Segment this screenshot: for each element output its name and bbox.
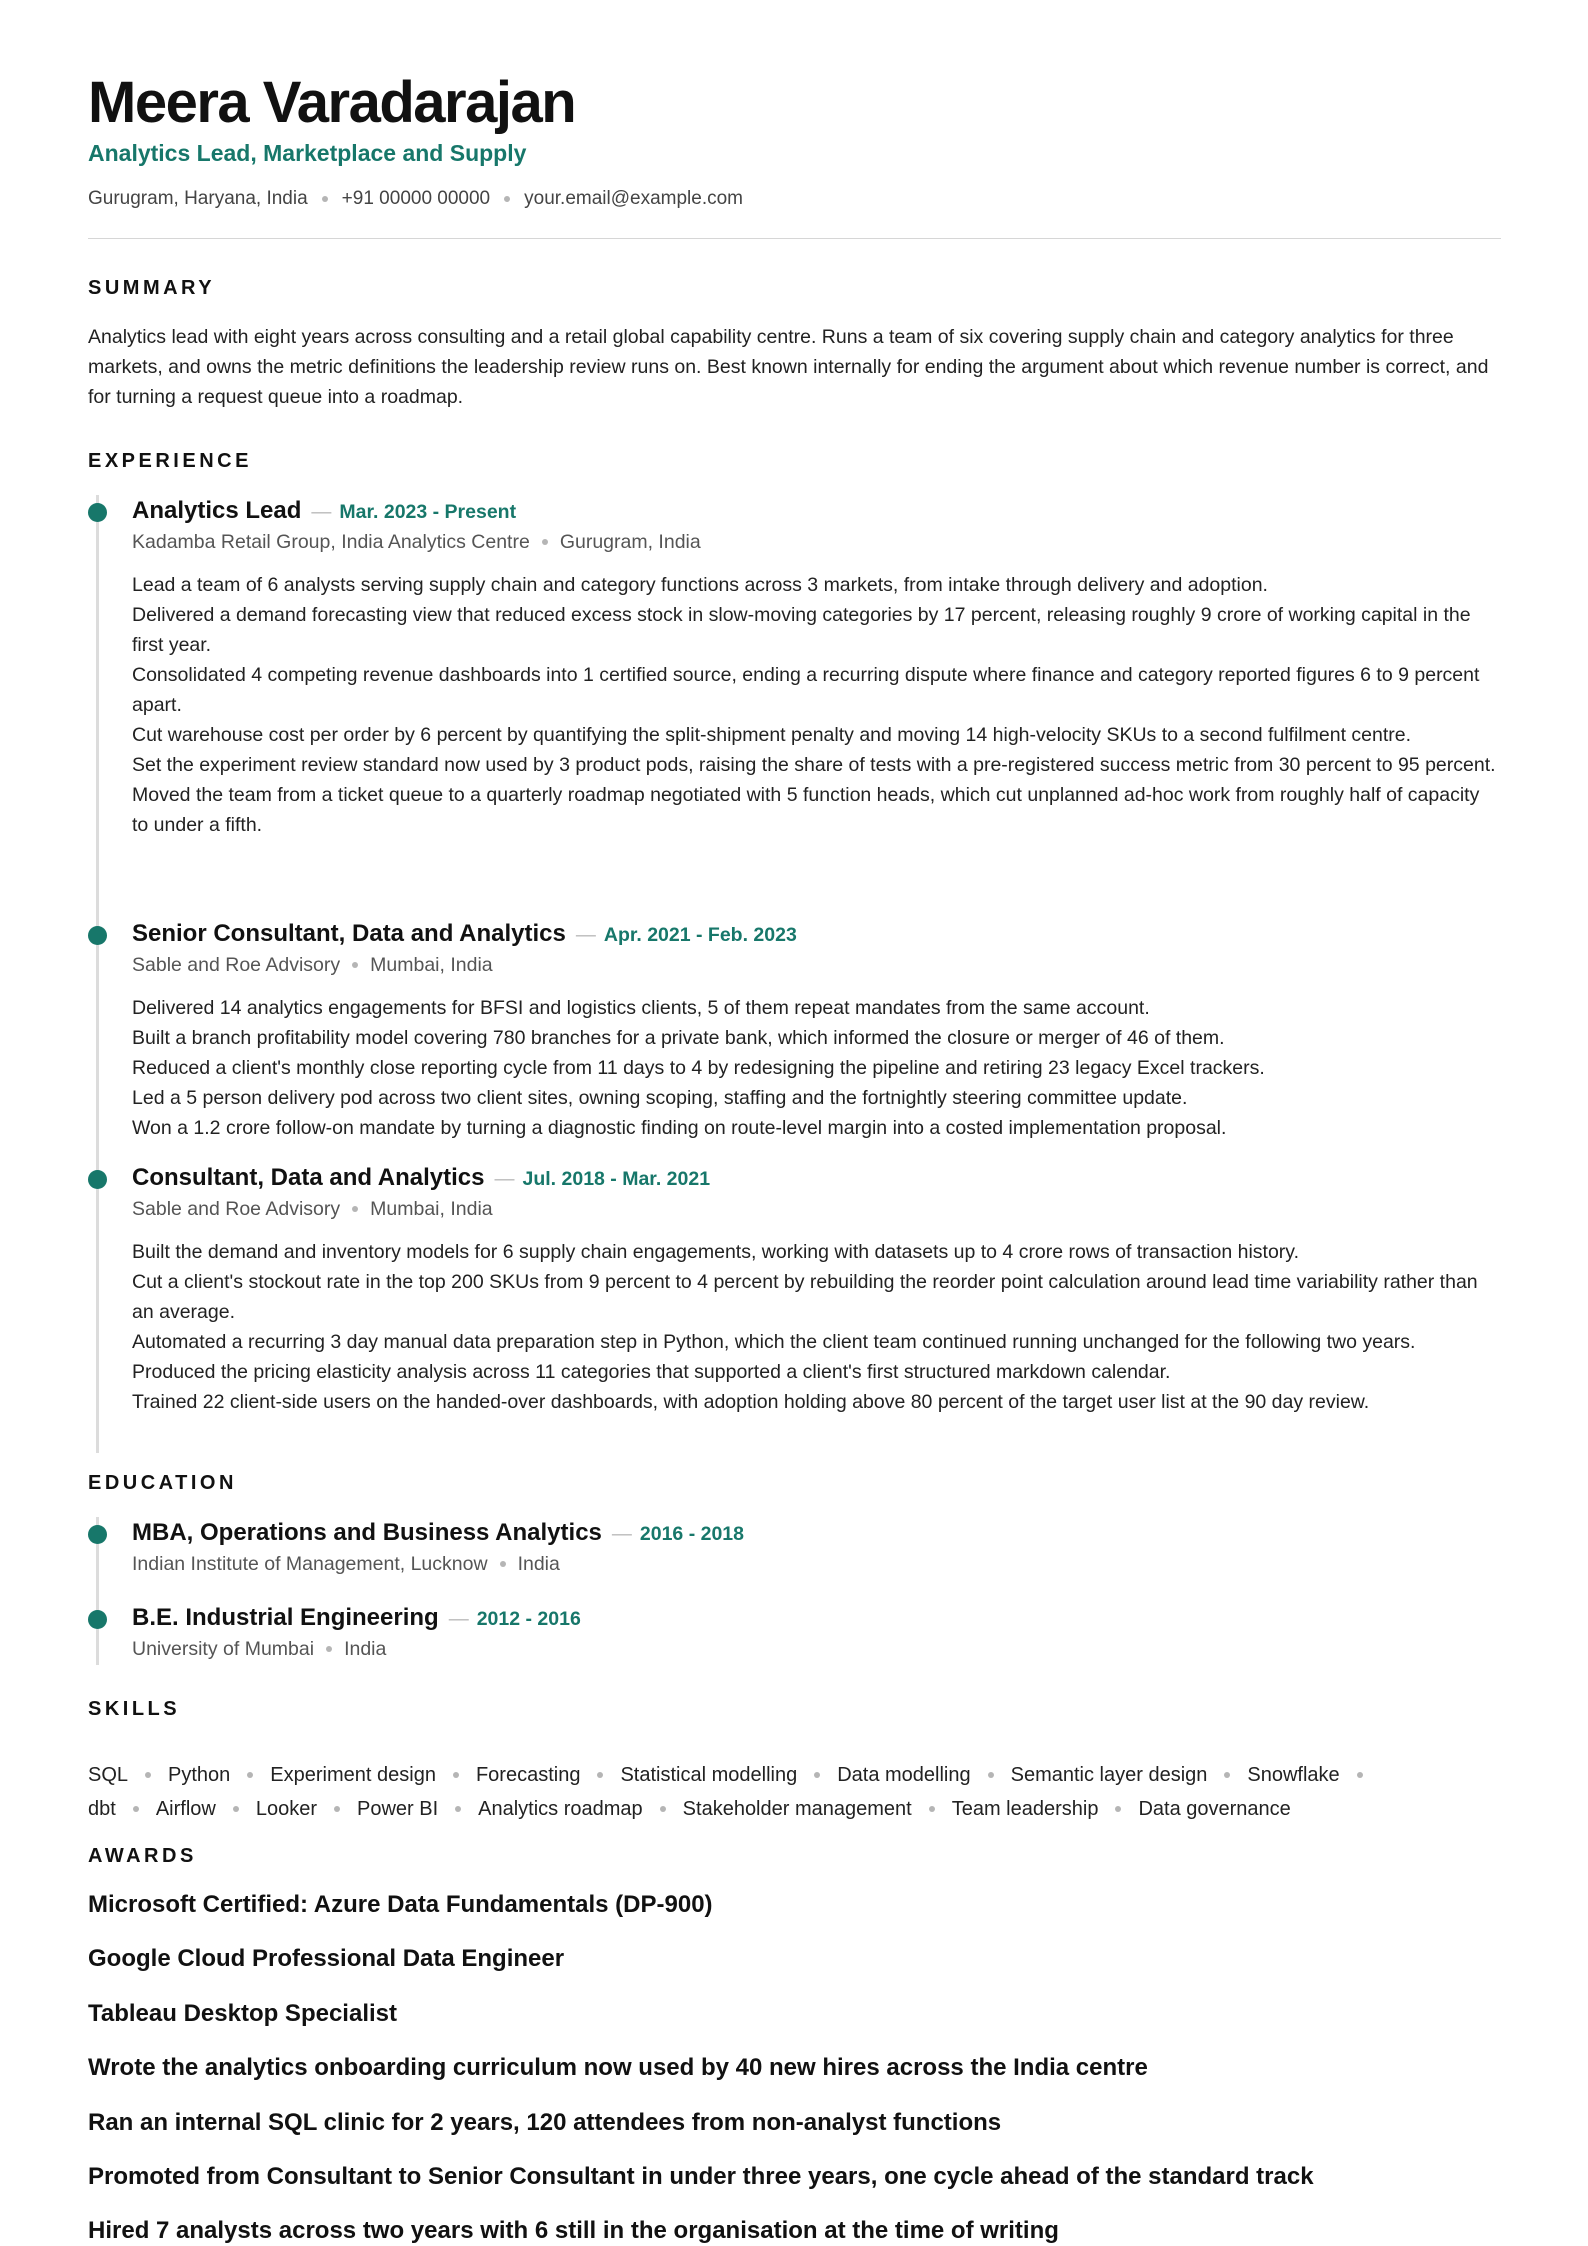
job-title: Consultant, Data and Analytics xyxy=(132,1164,485,1191)
skill-tag: Snowflake xyxy=(1247,1764,1340,1786)
separator-dot-icon xyxy=(542,539,548,545)
achievement-list xyxy=(132,1237,1501,1417)
award-item: Promoted from Consultant to Senior Consultant in under three years, one cycle ahead of the standard track xyxy=(88,2163,1314,2190)
job-dates: Apr. 2021 - Feb. 2023 xyxy=(603,924,797,946)
timeline-dot-icon xyxy=(88,503,107,522)
skill-tag: Forecasting xyxy=(475,1764,581,1786)
separator-dot-icon xyxy=(1357,1772,1363,1778)
entry-heading xyxy=(132,1161,710,1198)
separator-dot-icon xyxy=(133,1806,139,1812)
skill-tag: Statistical modelling xyxy=(620,1764,798,1786)
location-text: Gurugram, Haryana, India xyxy=(88,188,308,209)
entry-heading xyxy=(132,917,797,954)
entry-org-line xyxy=(132,528,701,556)
separator-dot-icon xyxy=(814,1772,820,1778)
separator-dot-icon xyxy=(233,1806,239,1812)
skill-tag: Semantic layer design xyxy=(1010,1764,1208,1786)
separator-dot-icon xyxy=(322,196,328,202)
achievement-item: Lead a team of 6 analysts serving supply chain and category functions across 3 markets, from intake through delivery and adoption. xyxy=(132,574,1268,596)
achievement-item: Cut a client's stockout rate in the top 200 SKUs from 9 percent to 4 percent by rebuilding the reorder point calculation around lead time variability rather than an average. xyxy=(132,1271,1478,1323)
employer-location: Mumbai, India xyxy=(370,954,493,976)
skills-row xyxy=(88,1758,1501,1792)
em-dash: — xyxy=(611,1523,632,1545)
separator-dot-icon xyxy=(145,1772,151,1778)
separator-dot-icon xyxy=(597,1772,603,1778)
school-name: University of Mumbai xyxy=(132,1638,315,1660)
employer-name: Kadamba Retail Group, India Analytics Centre xyxy=(132,531,530,553)
skill-tag: Looker xyxy=(255,1798,317,1820)
experience-timeline-line xyxy=(96,495,99,1453)
skill-tag: Airflow xyxy=(155,1798,216,1820)
separator-dot-icon xyxy=(504,196,510,202)
job-title: Analytics Lead xyxy=(132,497,302,524)
skill-tag: Power BI xyxy=(356,1798,439,1820)
section-title-skills: SKILLS xyxy=(88,1698,181,1720)
job-title: Senior Consultant, Data and Analytics xyxy=(132,920,566,947)
separator-dot-icon xyxy=(1115,1806,1121,1812)
achievement-item: Delivered 14 analytics engagements for BFSI and logistics clients, 5 of them repeat mandates from the same account. xyxy=(132,997,1150,1019)
employer-location: Gurugram, India xyxy=(559,531,701,553)
contact-line xyxy=(88,186,743,212)
job-dates: Jul. 2018 - Mar. 2021 xyxy=(522,1168,711,1190)
separator-dot-icon xyxy=(455,1806,461,1812)
achievement-item: Won a 1.2 crore follow-on mandate by turning a diagnostic finding on route-level margin into a costed implementation proposal. xyxy=(132,1117,1227,1139)
skill-tag: dbt xyxy=(88,1798,116,1820)
degree-title: MBA, Operations and Business Analytics xyxy=(132,1519,602,1546)
summary-text: Analytics lead with eight years across consulting and a retail global capability centre. Runs a team of six covering supply chain and category analytics for three markets, and owns the metric definitions the leadership review runs on. Best known internally for ending the argument about which revenue number is correct, and for turning a request queue into a roadmap. xyxy=(88,326,1489,408)
entry-heading xyxy=(132,1516,744,1553)
school-location: India xyxy=(517,1553,560,1575)
entry-org-line xyxy=(132,1635,386,1663)
separator-dot-icon xyxy=(247,1772,253,1778)
achievement-list xyxy=(132,570,1501,840)
achievement-item: Trained 22 client-side users on the handed-over dashboards, with adoption holding above 80 percent of the target user list at the 90 day review. xyxy=(132,1391,1370,1413)
achievement-item: Built the demand and inventory models for 6 supply chain engagements, working with datasets up to 4 crore rows of transaction history. xyxy=(132,1241,1300,1263)
separator-dot-icon xyxy=(453,1772,459,1778)
separator-dot-icon xyxy=(334,1806,340,1812)
separator-dot-icon xyxy=(1224,1772,1230,1778)
separator-dot-icon xyxy=(500,1561,506,1567)
award-item: Tableau Desktop Specialist xyxy=(88,2000,397,2027)
skill-tag: Analytics roadmap xyxy=(478,1798,643,1820)
achievement-item: Reduced a client's monthly close reporting cycle from 11 days to 4 by redesigning the pipeline and retiring 23 legacy Excel trackers. xyxy=(132,1057,1265,1079)
separator-dot-icon xyxy=(929,1806,935,1812)
job-dates: Mar. 2023 - Present xyxy=(339,501,517,523)
entry-org-line xyxy=(132,951,493,979)
award-item: Google Cloud Professional Data Engineer xyxy=(88,1945,565,1972)
school-name: Indian Institute of Management, Lucknow xyxy=(132,1553,488,1575)
study-dates: 2012 - 2016 xyxy=(476,1608,581,1630)
school-location: India xyxy=(344,1638,387,1660)
achievement-list xyxy=(132,993,1501,1143)
skill-tag: Python xyxy=(168,1764,231,1786)
skill-tag: SQL xyxy=(88,1764,129,1786)
employer-location: Mumbai, India xyxy=(370,1198,493,1220)
phone-text: +91 00000 00000 xyxy=(341,188,491,209)
em-dash: — xyxy=(575,924,596,946)
section-title-experience: EXPERIENCE xyxy=(88,450,252,472)
timeline-dot-icon xyxy=(88,1610,107,1629)
entry-org-line xyxy=(132,1550,560,1578)
achievement-item: Delivered a demand forecasting view that reduced excess stock in slow-moving categories by 17 percent, releasing roughly 9 crore of working capital in the first year. xyxy=(132,604,1471,656)
separator-dot-icon xyxy=(660,1806,666,1812)
achievement-item: Automated a recurring 3 day manual data preparation step in Python, which the client team continued running unchanged for the following two years. xyxy=(132,1331,1416,1353)
achievement-item: Cut warehouse cost per order by 6 percent by quantifying the split-shipment penalty and moving 14 high-velocity SKUs to a second fulfilment centre. xyxy=(132,724,1412,746)
candidate-name: Meera Varadarajan xyxy=(88,70,576,135)
skill-tag: Stakeholder management xyxy=(682,1798,912,1820)
achievement-item: Led a 5 person delivery pod across two client sites, owning scoping, staffing and the fortnightly steering committee update. xyxy=(132,1087,1188,1109)
timeline-dot-icon xyxy=(88,926,107,945)
email-link[interactable]: your.email@example.com xyxy=(524,188,744,209)
employer-name: Sable and Roe Advisory xyxy=(132,1198,341,1220)
degree-title: B.E. Industrial Engineering xyxy=(132,1604,439,1631)
separator-dot-icon xyxy=(352,1206,358,1212)
entry-heading xyxy=(132,1601,581,1638)
achievement-item: Produced the pricing elasticity analysis across 11 categories that supported a client's first structured markdown calendar. xyxy=(132,1361,1171,1383)
skill-tag: Experiment design xyxy=(270,1764,436,1786)
award-item: Wrote the analytics onboarding curriculum now used by 40 new hires across the India centre xyxy=(88,2054,1148,2081)
em-dash: — xyxy=(494,1168,515,1190)
separator-dot-icon xyxy=(352,962,358,968)
em-dash: — xyxy=(448,1608,469,1630)
separator-dot-icon xyxy=(988,1772,994,1778)
timeline-dot-icon xyxy=(88,1525,107,1544)
skill-tag: Data modelling xyxy=(837,1764,971,1786)
study-dates: 2016 - 2018 xyxy=(639,1523,744,1545)
candidate-tagline: Analytics Lead, Marketplace and Supply xyxy=(88,140,527,166)
skill-tag: Team leadership xyxy=(951,1798,1099,1820)
achievement-item: Set the experiment review standard now used by 3 product pods, raising the share of tests with a pre-registered success metric from 30 percent to 95 percent. xyxy=(132,754,1496,776)
section-title-awards: AWARDS xyxy=(88,1845,197,1867)
section-title-education: EDUCATION xyxy=(88,1472,237,1494)
entry-org-line xyxy=(132,1195,493,1223)
award-item: Microsoft Certified: Azure Data Fundamentals (DP-900) xyxy=(88,1891,713,1918)
award-item: Hired 7 analysts across two years with 6 still in the organisation at the time of writing xyxy=(88,2217,1059,2244)
em-dash: — xyxy=(311,501,332,523)
achievement-item: Moved the team from a ticket queue to a quarterly roadmap negotiated with 5 function heads, which cut unplanned ad-hoc work from roughly half of capacity to under a fifth. xyxy=(132,784,1480,836)
skills-list xyxy=(88,1758,1501,1826)
skills-row xyxy=(88,1792,1501,1826)
header-divider xyxy=(88,238,1501,239)
achievement-item: Consolidated 4 competing revenue dashboards into 1 certified source, ending a recurring dispute where finance and category reported figures 6 to 9 percent apart. xyxy=(132,664,1480,716)
award-item: Ran an internal SQL clinic for 2 years, 120 attendees from non-analyst functions xyxy=(88,2109,1002,2136)
timeline-dot-icon xyxy=(88,1170,107,1189)
skill-tag: Data governance xyxy=(1138,1798,1291,1820)
achievement-item: Built a branch profitability model covering 780 branches for a private bank, which informed the closure or merger of 46 of them. xyxy=(132,1027,1225,1049)
section-title-summary: SUMMARY xyxy=(88,277,216,299)
employer-name: Sable and Roe Advisory xyxy=(132,954,341,976)
entry-heading xyxy=(132,494,516,531)
separator-dot-icon xyxy=(326,1646,332,1652)
